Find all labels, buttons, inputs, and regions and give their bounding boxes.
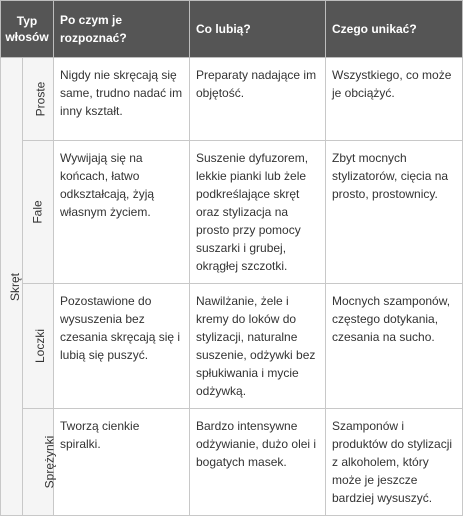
avoid-cell: Zbyt mocnych stylizatorów, cięcia na prosto, prostownicy.	[326, 141, 463, 284]
likes-cell: Suszenie dyfuzorem, lekkie pianki lub żele podkreślające skręt oraz stylizacja na prosto przy pomocy suszarki i grubej, okrągłej szczotki.	[190, 141, 326, 284]
avoid-cell: Mocnych szamponów, częstego dotykania, czesania na sucho.	[326, 284, 463, 409]
type-cell	[23, 284, 54, 409]
recognize-cell: Wywijają się na końcach, łatwo odkształcają, żyją własnym życiem.	[54, 141, 190, 284]
group-label: Skręt	[8, 272, 23, 301]
type-label: Sprężynki	[42, 435, 57, 489]
table-row	[1, 141, 463, 284]
likes-cell: Nawilżanie, żele i kremy do loków do stylizacji, naturalne suszenie, odżywki bez spłukiwania i mycie odżywką.	[190, 284, 326, 409]
header-row	[1, 1, 463, 58]
header-recognize: Po czym je rozpoznać?	[54, 1, 190, 58]
type-cell	[23, 58, 54, 141]
likes-cell: Bardzo intensywne odżywianie, dużo olei i bogatych masek.	[190, 409, 326, 516]
recognize-cell: Pozostawione do wysuszenia bez czesania skręcają się i lubią się puszyć.	[54, 284, 190, 409]
table-row	[1, 58, 463, 141]
type-label: Loczki	[33, 328, 48, 364]
type-label: Fale	[31, 200, 45, 224]
recognize-cell: Tworzą cienkie spiralki.	[54, 409, 190, 516]
type-cell	[23, 141, 54, 284]
table-row	[1, 284, 463, 409]
table-row	[1, 409, 463, 516]
header-avoid: Czego unikać?	[326, 1, 463, 58]
avoid-cell: Wszystkiego, co może je obciążyć.	[326, 58, 463, 141]
group-label-cell	[1, 58, 23, 516]
avoid-cell: Szamponów i produktów do stylizacji z alkoholem, który może je jeszcze bardziej wysuszyć.	[326, 409, 463, 516]
header-likes: Co lubią?	[190, 1, 326, 58]
likes-cell: Preparaty nadające im objętość.	[190, 58, 326, 141]
header-hair-type: Typ włosów	[1, 1, 54, 58]
recognize-cell: Nigdy nie skręcają się same, trudno nadać im inny kształt.	[54, 58, 190, 141]
type-cell	[23, 409, 57, 516]
type-label: Proste	[33, 81, 48, 117]
